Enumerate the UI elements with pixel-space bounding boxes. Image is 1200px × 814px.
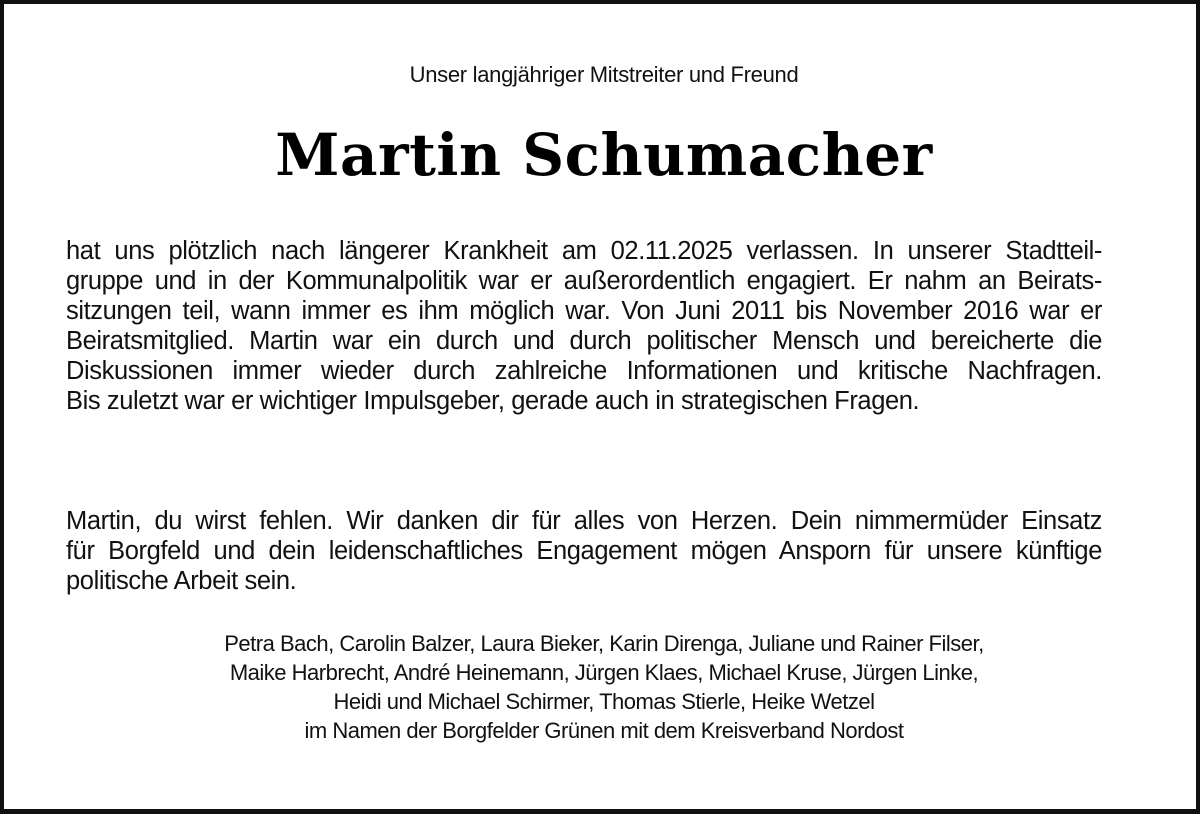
signers-line: Maike Harbrecht, André Heinemann, Jürgen Klaes, Michael Kruse, Jürgen Linke, — [229, 660, 979, 685]
farewell-paragraph — [66, 506, 1102, 596]
tribute-line: Beiratsmitglied. Martin war ein durch und durch politischer Mensch und bereicherte die — [66, 327, 1102, 355]
tribute-line: hat uns plötzlich nach längerer Krankheit am 02.11.2025 verlassen. In unserer Stadtteil- — [66, 237, 1102, 265]
farewell-line: Martin, du wirst fehlen. Wir danken dir für alles von Herzen. Dein nimmermüder Einsatz — [66, 507, 1102, 535]
farewell-line: politische Arbeit sein. — [66, 567, 297, 595]
signers-line: Heidi und Michael Schirmer, Thomas Stierle, Heike Wetzel — [333, 689, 875, 714]
signers-block — [4, 629, 1200, 745]
tribute-line: Bis zuletzt war er wichtiger Impulsgeber, gerade auch in strategischen Fragen. — [66, 387, 920, 415]
signers-line: Petra Bach, Carolin Balzer, Laura Bieker, Karin Direnga, Juliane und Rainer Filser, — [224, 631, 984, 656]
tribute-paragraph — [66, 236, 1102, 416]
tribute-line: gruppe und in der Kommunalpolitik war er außerordentlich engagiert. Er nahm an Beirats- — [66, 267, 1102, 295]
tribute-line: sitzungen teil, wann immer es ihm möglich war. Von Juni 2011 bis November 2016 war er — [66, 297, 1102, 325]
intro-line: Unser langjähriger Mitstreiter und Freund — [409, 62, 799, 87]
farewell-line: für Borgfeld und dein leidenschaftliches Engagement mögen Ansporn für unsere künftige — [66, 537, 1102, 565]
signers-organization-line: im Namen der Borgfelder Grünen mit dem Kreisverband Nordost — [304, 718, 904, 743]
tribute-line: Diskussionen immer wieder durch zahlreiche Informationen und kritische Nachfragen. — [66, 357, 1102, 385]
deceased-name-heading: Martin Schumacher — [275, 121, 933, 189]
